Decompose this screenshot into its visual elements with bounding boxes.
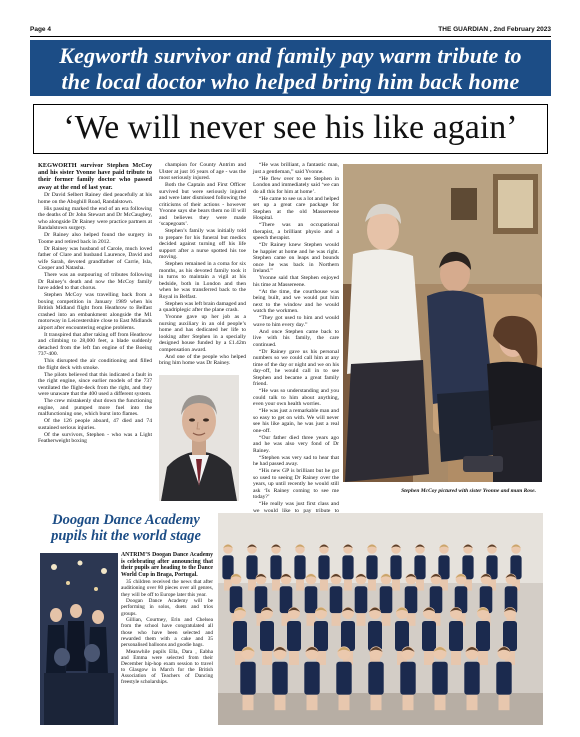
dancer-figure bbox=[405, 574, 418, 626]
dancer-figure bbox=[260, 607, 274, 665]
paragraph: There was an outpouring of tributes following Dr Rainey’s death and now the McCoy family have added to that chorus. bbox=[38, 272, 152, 292]
paragraph: “He flew over to see Stephen in London and immediately said ‘we can do all this for him at home’. bbox=[253, 175, 339, 195]
paragraph: “Our father died three years ago and he was also very fond of Dr Rainey. bbox=[253, 434, 339, 454]
dancer-figure bbox=[462, 544, 473, 590]
article-column-1 bbox=[38, 162, 152, 504]
paragraph: Both the Captain and First Officer survived but were seriously injured and were later dismissed following the criticisms of their actions - however Yvonne says she bears them no ill will and believes they were made ‘scapegoats’. bbox=[159, 182, 246, 227]
portrait-image bbox=[159, 375, 239, 501]
dancer-figure bbox=[464, 646, 479, 710]
paragraph: “At the time, the courthouse was being built, and we would put him next to the window and he would watch the workmen. bbox=[253, 288, 339, 314]
dance-pupils-photo-small bbox=[40, 553, 118, 725]
paragraph: “Dr Rainey knew Stephen would be happier at home and he was right. Stephen came on leaps and bounds once he was back in Northern Ireland.” bbox=[253, 242, 339, 274]
dancer-figure bbox=[294, 544, 305, 590]
dancer-figure bbox=[240, 646, 255, 710]
paragraph: Gillian, Courtney, Erin and Chelsea from the school have congratulated all those who have been selected and rewarded them with a cake and 35 personalised balloons and goodie bags. bbox=[121, 617, 213, 648]
dancer-figure bbox=[449, 607, 463, 665]
paragraph: “His new GP is brilliant but he got so used to seeing Dr Rainey over the years, up until recently he would still ask ‘Is Rainey coming to see me today?’ bbox=[253, 468, 339, 500]
paragraph: Stephen was left brain damaged and a quadriplegic after the plane crash. bbox=[159, 300, 246, 313]
paragraph: Meanwhile pupils Ella, Dara , Eabha and Emma were selected from their December hip-hop exam session to travel to Glasgow in March for the British Association of Teachers of Dancing freestyle scholarships. bbox=[121, 648, 213, 686]
paragraph: Of the survivors, Stephen - who was a Light Featherweight boxing bbox=[38, 431, 152, 445]
mccoy-family-photo bbox=[343, 164, 542, 482]
paragraph: And one of the people who helped bring him home was Dr Rainey. bbox=[159, 353, 246, 366]
paragraph: The pilots believed that this indicated a fault in the right engine, since earlier models of the 737 ventilated the flight-deck from the right, and they were unaware that the 400 used a different system. bbox=[38, 371, 152, 398]
dancer-figure bbox=[366, 544, 377, 590]
article-column-3 bbox=[253, 162, 339, 514]
feature-banner bbox=[30, 40, 551, 96]
paragraph: Doogan Dance Academy will be performing in solos, duets and trios groups. bbox=[121, 598, 213, 617]
paragraph: “He really was just first class and we would like to pay tribute to bbox=[253, 501, 339, 514]
paragraph: Of the 126 people aboard, 47 died and 74 sustained serious injuries. bbox=[38, 418, 152, 431]
paragraph: Dr Rainey was husband of Carole, much loved father of Clare and husband Laurence, David and wife Sarah, devoted grandfather of Carrie, Isla, Cooper and Natasha. bbox=[38, 245, 152, 272]
dancer-figure bbox=[318, 544, 329, 590]
dancer-figure bbox=[368, 646, 383, 710]
dancer-figure bbox=[272, 646, 287, 710]
paragraph: Yvonne gave up her job as a nursing auxiliary in an old people’s home and has dedicated her life to looking after Stephen in a specially designed house funded by a £1.42m compensation award. bbox=[159, 314, 246, 353]
paragraph: “They got used to him and would wave to him every day.” bbox=[253, 315, 339, 328]
paragraph: “He came to see us a lot and helped set up a great care package for Stephen at the old Massereene Hospital. bbox=[253, 195, 339, 221]
family-photo-caption: Stephen McCoy pictured with sister Yvonne and mum Rose. bbox=[343, 482, 542, 500]
dancer-figure bbox=[400, 646, 415, 710]
paragraph: “He was just a remarkable man and so easy to get on with. We will never see his like again, he was just a real one-off. bbox=[253, 408, 339, 434]
dancer-figure bbox=[496, 646, 511, 710]
paragraph: champion for County Antrim and Ulster at just 16 years of age - was the most seriously injured. bbox=[159, 162, 246, 181]
paragraph: “There was an occupational therapist, a brilliant physio and a speech therapist. bbox=[253, 222, 339, 241]
dancer-figure bbox=[287, 607, 301, 665]
paragraph: Yvonne said that Stephen enjoyed his time at Massereene. bbox=[253, 275, 339, 288]
dancer-figure bbox=[414, 544, 425, 590]
paragraph: 35 children received the news that after auditioning over 80 pieces over all genres, they will be off to Europe later this year. bbox=[121, 579, 213, 598]
paragraph: “He was brilliant, a fantastic man, just a gentleman,” said Yvonne. bbox=[253, 162, 339, 175]
paragraph: His passing marked the end of an era following the deaths of Dr John Stewart and Dr McCaughey, who alongside Dr Rainey were practice partners at Randalstown surgery. bbox=[38, 205, 152, 232]
dancer-figure bbox=[342, 544, 353, 590]
dancer-figure bbox=[304, 646, 319, 710]
family-photo-image bbox=[343, 164, 542, 482]
dancer-figure bbox=[390, 544, 401, 590]
dancer-figure bbox=[380, 574, 393, 626]
paragraph: And once Stephen came back to live with his family, the care continued. bbox=[253, 328, 339, 348]
dance-group-photo bbox=[218, 513, 543, 725]
doogan-lead: ANTRIM’S Doogan Dance Academy is celebrating after announcing that their pupils are heading to the Dance World Cup in Braga, Portugal. bbox=[121, 552, 213, 579]
dancer-figure bbox=[280, 574, 293, 626]
paragraph: The crew mistakenly shut down the functioning engine, and pumped more fuel into the malfunctioning one, which burst into flames. bbox=[38, 398, 152, 418]
paragraph: “Stephen was very sad to hear that he had passed away. bbox=[253, 454, 339, 467]
dr-rainey-portrait bbox=[159, 375, 239, 501]
paragraph: Stephen McCoy was travelling back from a boxing competition in January 1989 when his British Midland flight from Heathrow to Belfast crashed into an embankment alongside the M1 motorway in Leicestershire close to East Midlands airport after encountering engine problems. bbox=[38, 292, 152, 331]
dancer-figure bbox=[355, 574, 368, 626]
dancer-figure bbox=[438, 544, 449, 590]
paragraph: “He was so understanding and you could talk to him about anything, even your own health worries. bbox=[253, 388, 339, 407]
doogan-headline-line-1: Doogan Dance Academy bbox=[52, 512, 200, 528]
dancer-figure bbox=[336, 646, 351, 710]
dance-small-image bbox=[40, 553, 118, 725]
doogan-article-text bbox=[121, 552, 213, 730]
paragraph: Stephen remained in a coma for six months, as his devoted family took it in turns to maintain a vigil at his bedside, both in London and then when he was transferred back to the Royal in Belfast. bbox=[159, 261, 246, 300]
paragraph: Dr David Selbert Rainey died peacefully at his home on the Aboghill Road, Randalstown. bbox=[38, 192, 152, 205]
banner-line-2: the local doctor who helped bring him back home bbox=[61, 69, 520, 94]
paragraph: Dr Rainey also helped found the surgery in Toome and retired back in 2012. bbox=[38, 232, 152, 245]
dancer-figure bbox=[246, 544, 257, 590]
dancer-figure bbox=[476, 607, 490, 665]
dancer-figure bbox=[270, 544, 281, 590]
dancer-figure bbox=[432, 646, 447, 710]
banner-line-1: Kegworth survivor and family pay warm tribute to bbox=[59, 43, 522, 68]
paragraph: It transpired that after taking off from Heathrow and climbing to 28,000 feet, a blade suddenly detached from the left fan engine of the Boeing 737-400. bbox=[38, 331, 152, 358]
paragraph: Stephen’s family was initially told to prepare for his funeral but medics decided against turning off his life support after a nurse spotted his toe moving. bbox=[159, 228, 246, 260]
publication-date-line: THE GUARDIAN , 2nd February 2023 bbox=[438, 26, 551, 33]
dancer-figure bbox=[305, 574, 318, 626]
article-lead: KEGWORTH survivor Stephen McCoy and his sister Yvonne have paid tribute to their former family doctor who passed away at the end of last year. bbox=[38, 162, 152, 191]
page-number: Page 4 bbox=[30, 26, 51, 33]
dancer-figure bbox=[330, 574, 343, 626]
paragraph: “Dr Rainey gave us his personal numbers so we could call him at any time of the day or night and we on his day-off, he would call in to see Stephen and became a great family friend. bbox=[253, 348, 339, 387]
dancer-figure bbox=[222, 544, 233, 590]
page-header bbox=[30, 24, 551, 37]
dancer-figure bbox=[422, 607, 436, 665]
doogan-headline bbox=[38, 512, 214, 544]
article-headline: ‘We will never see his like again’ bbox=[33, 104, 548, 154]
doogan-headline-line-2: pupils hit the world stage bbox=[51, 528, 201, 544]
article-column-2 bbox=[159, 162, 246, 372]
dance-group-image bbox=[218, 513, 543, 725]
paragraph: This disrupted the air conditioning and filled the flight deck with smoke. bbox=[38, 358, 152, 371]
